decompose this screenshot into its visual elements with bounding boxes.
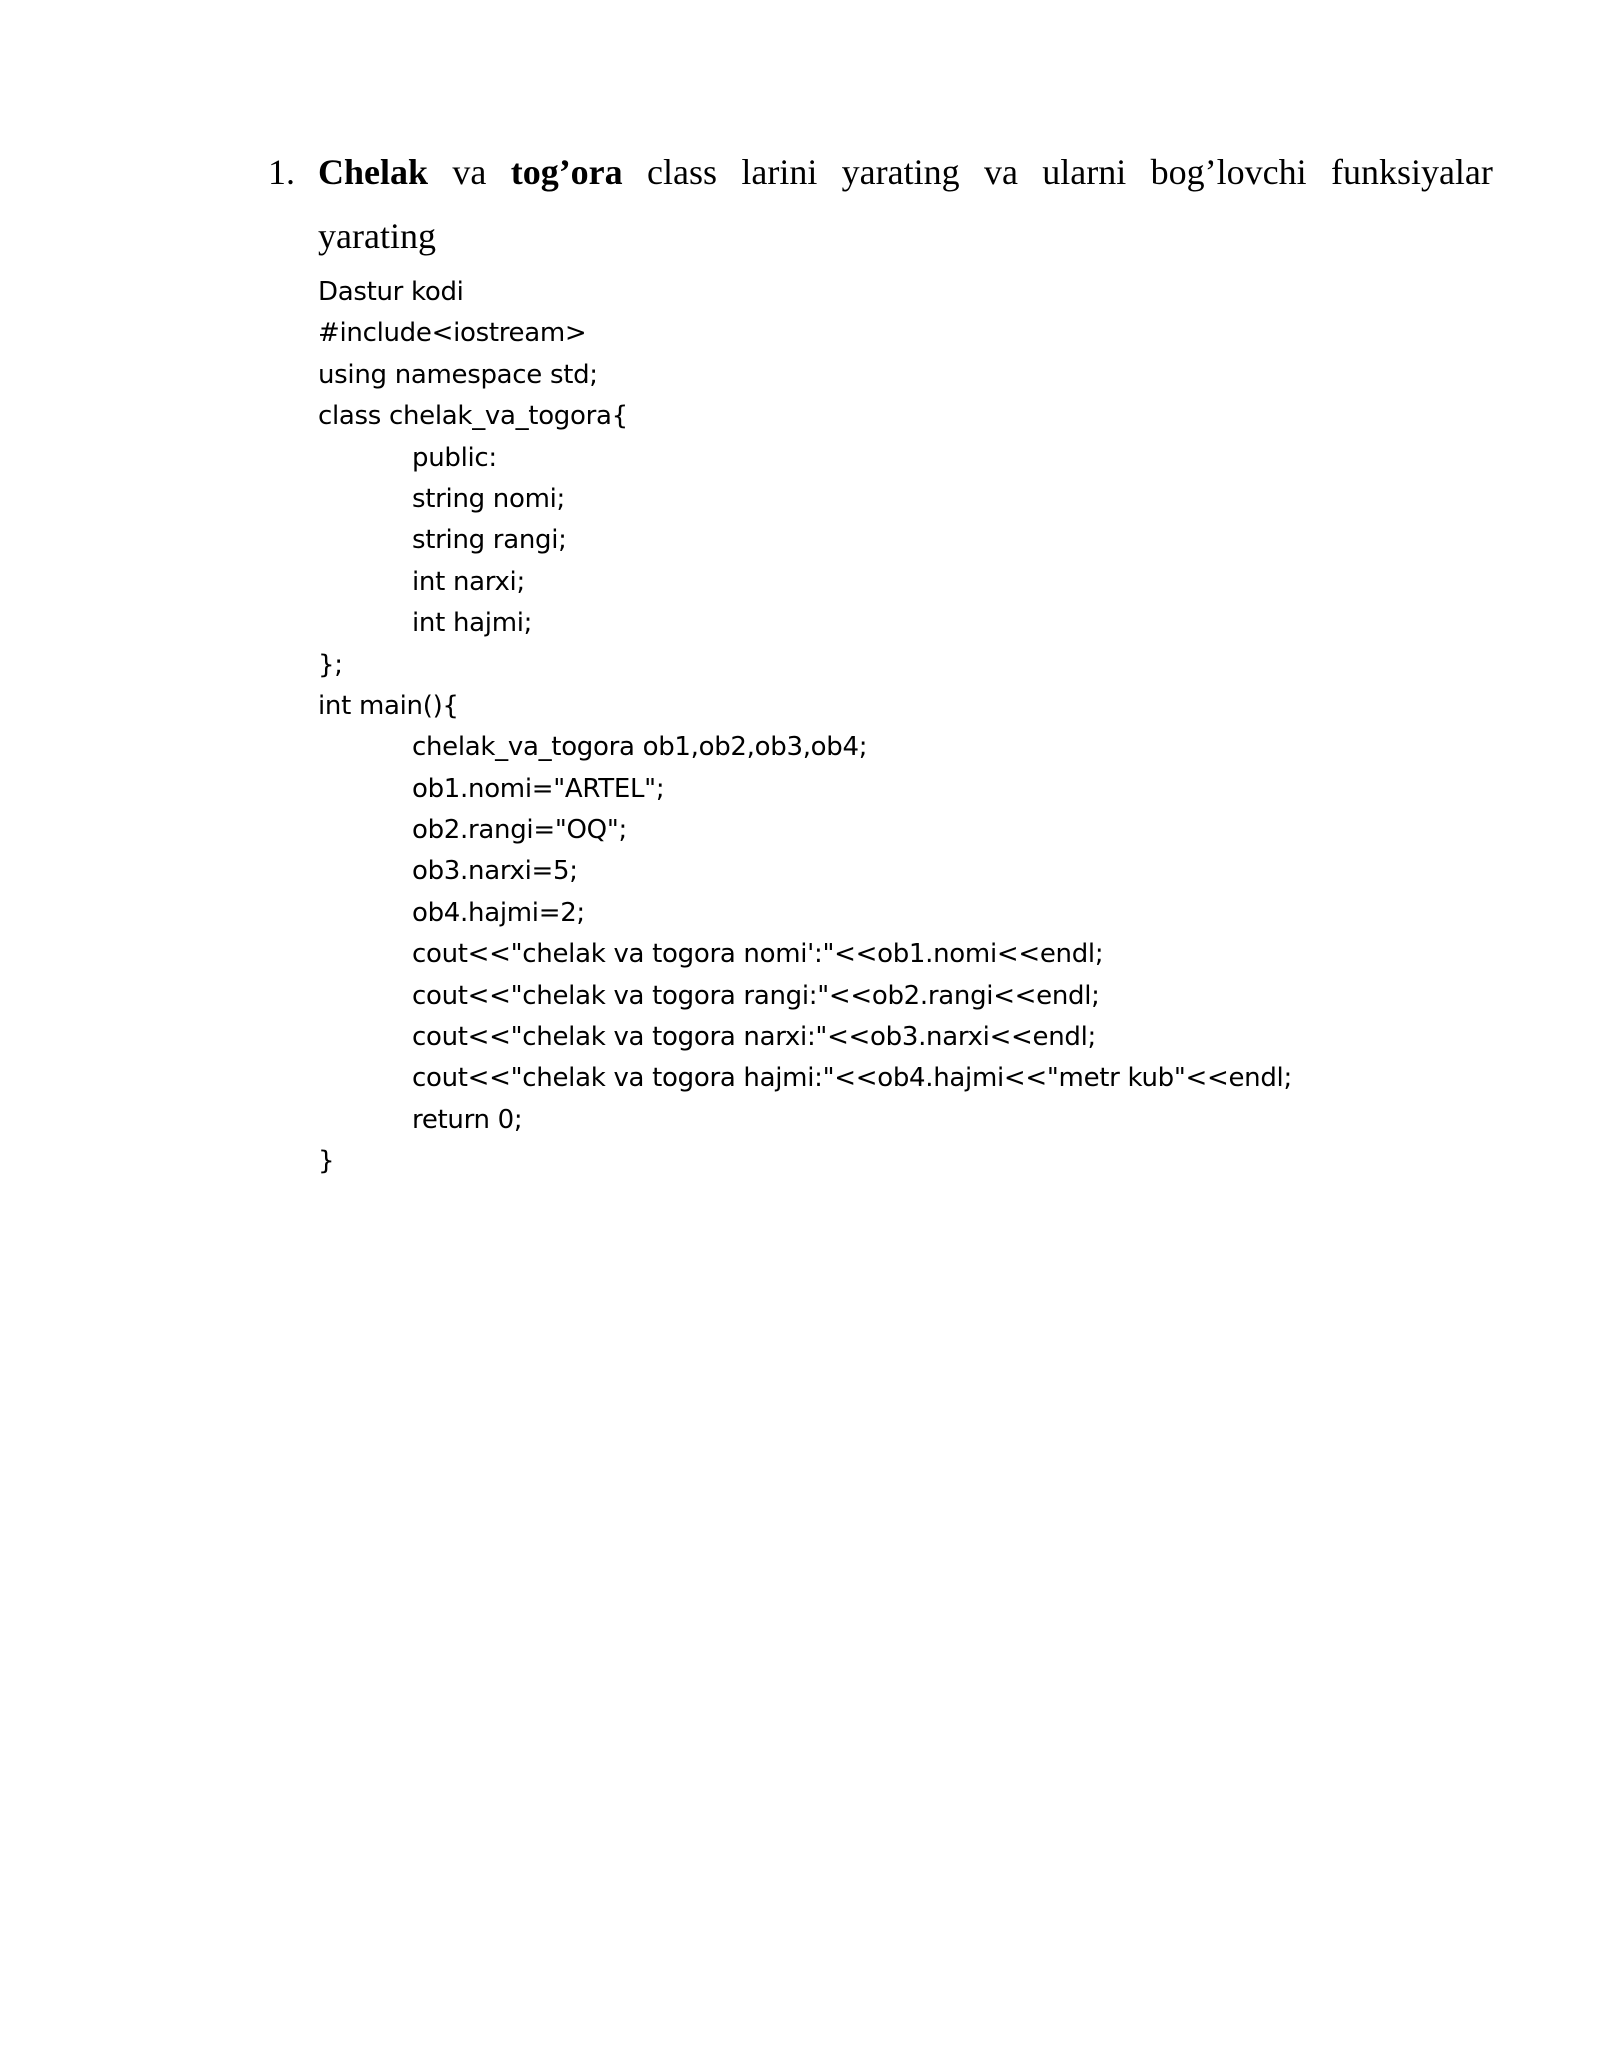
- code-line: return 0;: [412, 1104, 523, 1135]
- code-lines: [318, 313, 1292, 1182]
- code-line: int hajmi;: [412, 608, 533, 639]
- code-line: ob1.nomi="ARTEL";: [412, 773, 665, 804]
- title-word: funksiyalar: [1330, 152, 1493, 192]
- title-word: larini: [741, 152, 818, 192]
- code-line: };: [318, 649, 343, 680]
- title-word: bog’lovchi: [1150, 152, 1307, 192]
- code-line: ob2.rangi="OQ";: [412, 815, 627, 846]
- code-line: int narxi;: [412, 566, 525, 597]
- code-line: #include<iostream>: [318, 318, 587, 349]
- code-line: string rangi;: [412, 525, 567, 556]
- title-word: va: [452, 152, 487, 192]
- code-line: cout<<"chelak va togora narxi:"<<ob3.narxi<<endl;: [412, 1022, 1096, 1053]
- title-word: class: [647, 152, 717, 192]
- code-line: }: [318, 1146, 335, 1177]
- code-line: cout<<"chelak va togora hajmi:"<<ob4.hajmi<<"metr kub"<<endl;: [412, 1063, 1292, 1094]
- task-title-continuation: yarating: [318, 216, 436, 256]
- code-line: string nomi;: [412, 483, 565, 514]
- code-line: cout<<"chelak va togora nomi':"<<ob1.nomi<<endl;: [412, 939, 1104, 970]
- code-line: class chelak_va_togora{: [318, 401, 628, 432]
- title-word: va: [983, 152, 1018, 192]
- code-line: public:: [412, 442, 497, 473]
- list-number: 1.: [268, 152, 295, 192]
- code-line: using namespace std;: [318, 359, 598, 390]
- code-block: [318, 272, 1292, 1183]
- title-word: Chelak: [318, 152, 429, 192]
- code-line: chelak_va_togora ob1,ob2,ob3,ob4;: [412, 732, 868, 763]
- code-line: cout<<"chelak va togora rangi:"<<ob2.rangi<<endl;: [412, 980, 1100, 1011]
- code-line: int main(){: [318, 690, 459, 721]
- title-word: tog’ora: [510, 152, 623, 192]
- task-title-line: [318, 140, 1493, 204]
- title-word: yarating: [841, 152, 960, 192]
- title-word: ularni: [1042, 152, 1127, 192]
- code-label: Dastur kodi: [318, 277, 464, 307]
- code-line: ob3.narxi=5;: [412, 856, 578, 887]
- code-line: ob4.hajmi=2;: [412, 897, 585, 928]
